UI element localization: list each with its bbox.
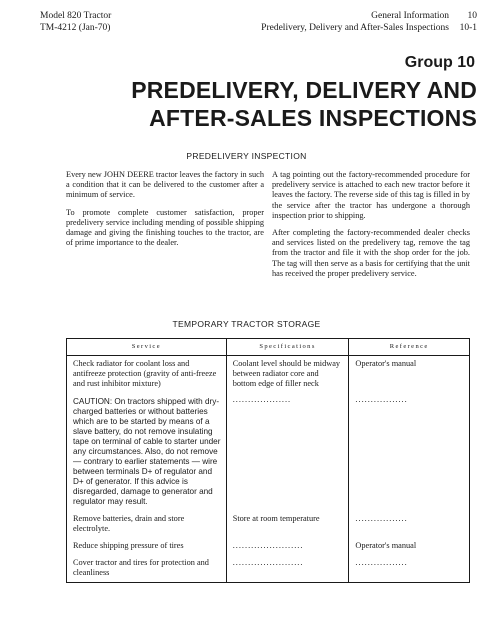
predelivery-heading: PREDELIVERY INSPECTION xyxy=(186,151,307,161)
paragraph: Every new JOHN DEERE tractor leaves the factory in such a condition that it can be delivered to the customer after a minimum of service. xyxy=(66,170,264,200)
reference-cell: ................. xyxy=(349,511,470,538)
page-header-right xyxy=(261,10,477,34)
column-header-reference: Reference xyxy=(349,339,470,356)
service-cell: Cover tractor and tires for protection and cleanliness xyxy=(67,555,227,583)
model-label: Model 820 Tractor xyxy=(40,11,112,21)
manual-number: TM-4212 (Jan-70) xyxy=(40,23,111,33)
reference-leader-dots: ................. xyxy=(355,395,408,404)
paragraph: To promote complete customer satisfaction, proper predelivery service including mending of possible shipping damage and giving the finishing touches to the tractor, are of prime importance to the dealer. xyxy=(66,207,264,248)
predelivery-left-column xyxy=(66,170,264,255)
spec-text: Coolant level should be midway between radiator core and bottom edge of filler neck xyxy=(232,359,341,388)
group-label: Group 10 xyxy=(404,54,475,71)
column-header-specifications: Specifications xyxy=(226,339,349,356)
spec-cell: Store at room temperature xyxy=(226,511,349,538)
section-subtitle: Predelivery, Delivery and After-Sales Inspections xyxy=(261,23,449,33)
service-text: Check radiator for coolant loss and antifreeze protection (gravity of anti-freeze and rust inhibitor mixture) xyxy=(73,359,217,388)
reference-cell: Operator's manual xyxy=(349,538,470,555)
predelivery-right-column xyxy=(272,170,470,286)
page-title xyxy=(131,76,477,132)
table-row xyxy=(67,538,470,555)
service-cell: Remove batteries, drain and store electrolyte. xyxy=(67,511,227,538)
page-number: 10-1 xyxy=(459,23,477,33)
paragraph: After completing the factory-recommended dealer checks and services listed on the predelivery tag, remove the tag from the tractor and file it with the shop order for the job. The tag will then serve as a basis for certifying that the unit has received the proper predelivery service. xyxy=(272,228,470,278)
paragraph: A tag pointing out the factory-recommended procedure for predelivery service is attached to each new tractor before it leaves the factory. The reverse side of this tag is filled in by the service after the tractor has undergone a thorough inspection prior to shipping. xyxy=(272,170,470,220)
table-row xyxy=(67,511,470,538)
storage-heading: TEMPORARY TRACTOR STORAGE xyxy=(172,319,321,329)
section-page-number: 10 xyxy=(467,11,477,21)
spec-cell: ....................... xyxy=(226,555,349,583)
section-label: General Information xyxy=(371,11,449,21)
service-cell: Reduce shipping pressure of tires xyxy=(67,538,227,555)
reference-cell: ................. xyxy=(349,555,470,583)
table-row xyxy=(67,555,470,583)
spec-leader-dots: ................... xyxy=(232,395,292,404)
column-header-service: Service xyxy=(67,339,227,356)
reference-cell xyxy=(349,356,470,512)
spec-cell: ....................... xyxy=(226,538,349,555)
table-header-row xyxy=(67,339,470,356)
caution-note: CAUTION: On tractors shipped with dry-charged batteries or without batteries which are to be started by means of a slave battery, do not remove insulating tape on terminal of cable to starter under any circumstances. Also, do not remove — contrary to earlier statements — wire between terminals D+ of regulator and D+ of generator. If this advice is disregarded, damage to generator and regulator may result. xyxy=(73,397,221,506)
table-row xyxy=(67,356,470,512)
page-title-line-1: PREDELIVERY, DELIVERY AND xyxy=(131,77,477,103)
spec-cell xyxy=(226,356,349,512)
storage-table xyxy=(66,338,470,583)
service-cell xyxy=(67,356,227,512)
reference-text: Operator's manual xyxy=(355,359,417,368)
page-title-line-2: AFTER-SALES INSPECTIONS xyxy=(149,105,477,131)
page-header-left xyxy=(40,10,111,34)
